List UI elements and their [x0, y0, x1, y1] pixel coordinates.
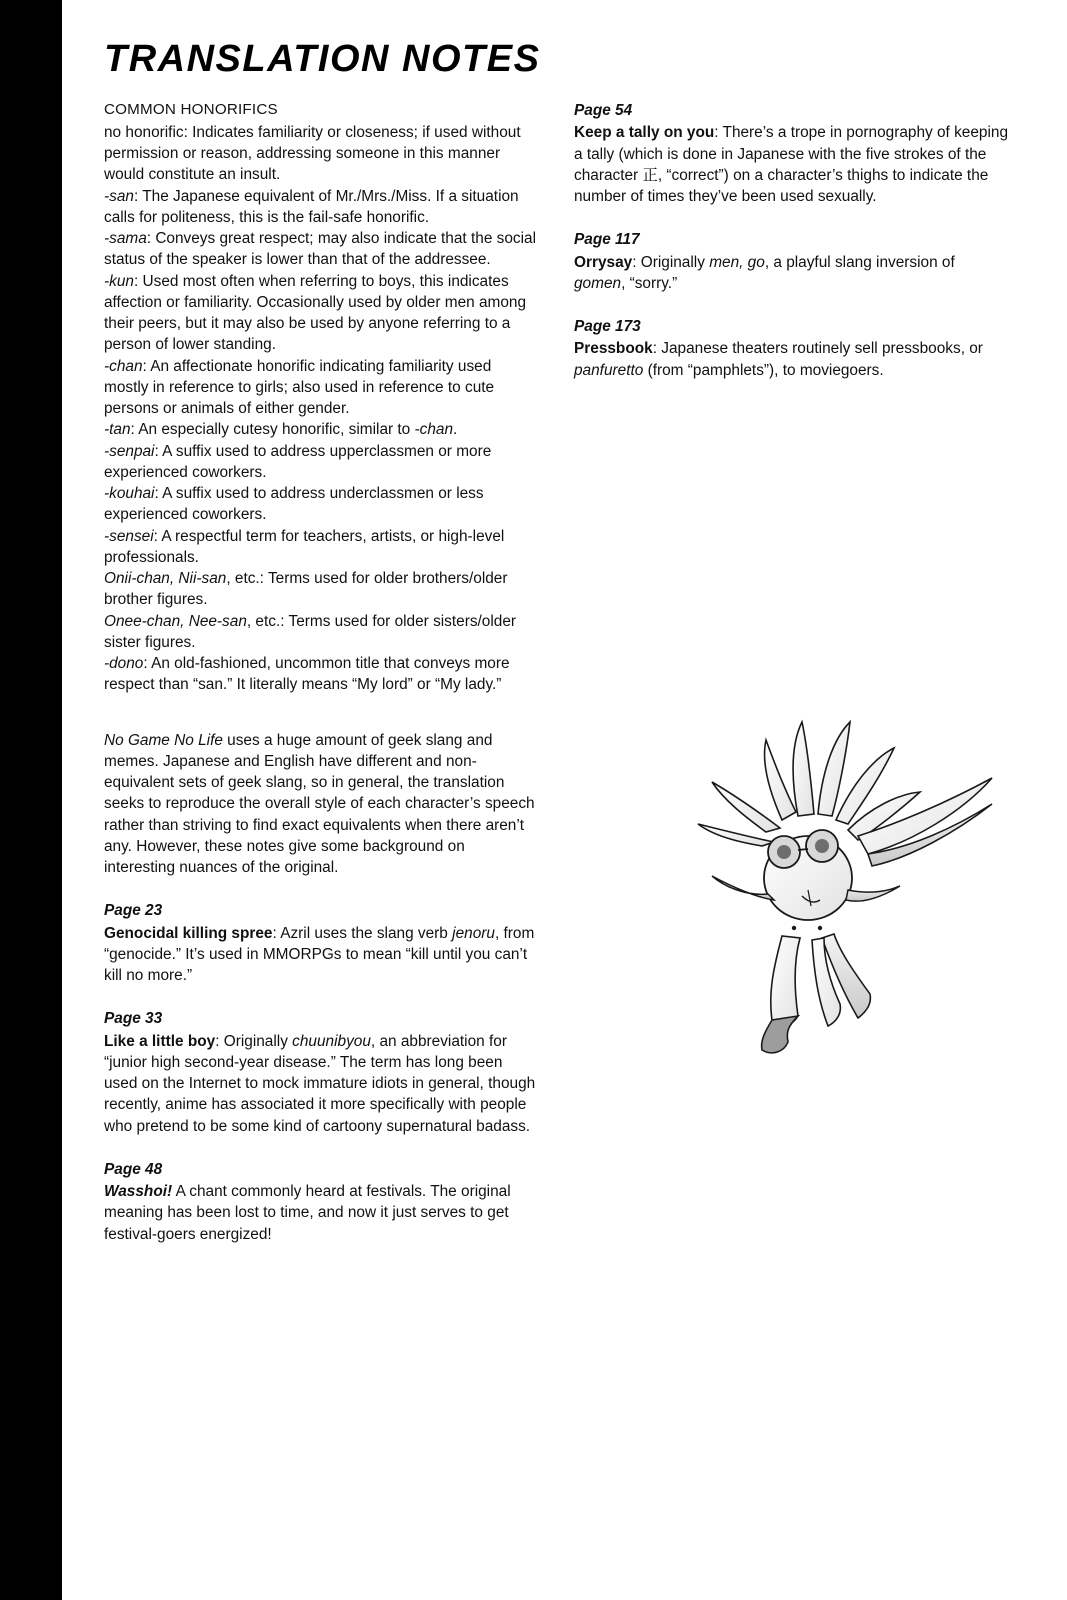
- honorific-term: Onii-chan, Nii-san: [104, 570, 227, 588]
- page-reference: Page 54: [574, 102, 633, 119]
- honorific-term: -senpai: [104, 442, 155, 460]
- honorific-term: -dono: [104, 655, 144, 673]
- page-reference: Page 173: [574, 318, 641, 335]
- honorific-entry: -sensei: A respectful term for teachers, artists, or high-level professionals.: [104, 527, 505, 566]
- winged-angel-character-illustration: [662, 700, 1002, 1100]
- honorific-entry: -dono: An old-fashioned, uncommon title that conveys more respect than “san.” It literally means “My lord” or “My lady.”: [104, 655, 510, 694]
- page-content: [62, 0, 1067, 1600]
- honorific-entry: -san: The Japanese equivalent of Mr./Mrs./Miss. If a situation calls for politeness, this is the fail-safe honorific.: [104, 187, 519, 226]
- translation-note: Like a little boy: Originally chuunibyou, an abbreviation for “junior high second-year disease.” The term has long been used on the Internet to mock immature idiots in general, though recently, anime has associated it more specifically with people who pretend to be some kind of cartoony supernatural badass.: [104, 1032, 536, 1135]
- translation-note: Pressbook: Japanese theaters routinely sell pressbooks, or panfuretto (from “pamphlets”), to moviegoers.: [574, 340, 983, 379]
- honorific-entry: Onii-chan, Nii-san, etc.: Terms used for older brothers/older brother figures.: [104, 570, 508, 609]
- note-term: Orrysay: [574, 253, 633, 271]
- right-column: [574, 100, 1009, 381]
- left-column: [104, 100, 536, 1245]
- series-title: No Game No Life: [104, 731, 223, 749]
- page-reference: Page 117: [574, 231, 640, 249]
- honorific-term: -san: [104, 187, 134, 205]
- translation-note: Wasshoi! A chant commonly heard at festivals. The original meaning has been lost to time, and now it just serves to get festival-goers energized!: [104, 1183, 511, 1243]
- honorific-entry: -sama: Conveys great respect; may also indicate that the social status of the speaker is lower than that of the addressee.: [104, 230, 537, 269]
- honorific-term: -chan: [104, 357, 143, 375]
- honorific-entry: Onee-chan, Nee-san, etc.: Terms used for older sisters/older sister figures.: [104, 612, 517, 651]
- note-term: Wasshoi!: [104, 1183, 173, 1201]
- honorific-term: Onee-chan, Nee-san: [104, 612, 247, 630]
- page-reference: Page 23: [104, 902, 163, 920]
- honorific-term: -sama: [104, 230, 147, 248]
- honorific-term: -tan: [104, 421, 131, 439]
- honorific-entry: no honorific: Indicates familiarity or closeness; if used without permission or reason, addressing someone in this manner would constitute an insult.: [104, 123, 521, 184]
- page-gutter: [0, 0, 62, 1600]
- note-term: Pressbook: [574, 340, 653, 358]
- page-title: TRANSLATION NOTES: [104, 38, 541, 80]
- honorific-entry: -senpai: A suffix used to address upperclassmen or more experienced coworkers.: [104, 442, 492, 481]
- honorifics-heading: COMMON HONORIFICS: [104, 101, 278, 118]
- intro-note: No Game No Life uses a huge amount of geek slang and memes. Japanese and English have different and non-equivalent sets of geek slang, so in general, the translation seeks to reproduce the overall style of each character’s speech rather than striving to find exact equivalents when there aren’t any. However, these notes give some background on interesting nuances of the original.: [104, 731, 535, 877]
- translation-note: Keep a tally on you: There’s a trope in pornography of keeping a tally (which is done in Japanese with the five strokes of the character 正, “correct”) on a character’s thighs to indicate the number of times they’ve been used sexually.: [574, 124, 1009, 205]
- note-term: Genocidal killing spree: [104, 924, 273, 942]
- honorific-term: -kouhai: [104, 485, 155, 503]
- honorific-entry: -tan: An especially cutesy honorific, similar to -chan.: [104, 421, 458, 439]
- honorific-entry: -kun: Used most often when referring to boys, this indicates affection or familiarity. Occasionally used by older men among their peers, but it may also be used by anyone referring to a person of lower standing.: [104, 272, 527, 354]
- honorific-term: -sensei: [104, 527, 154, 545]
- honorific-entry: -chan: An affectionate honorific indicating familiarity used mostly in reference to girls; also used in reference to cute persons or animals of either gender.: [104, 357, 495, 418]
- note-term: Like a little boy: [104, 1032, 216, 1050]
- honorific-term: -kun: [104, 272, 134, 290]
- kanji-glyph: 正: [642, 166, 658, 184]
- translation-note: Genocidal killing spree: Azril uses the slang verb jenoru, from “genocide.” It’s used in MMORPGs to mean “kill until you can’t kill no more.”: [104, 924, 535, 985]
- page-reference: Page 48: [104, 1160, 163, 1178]
- page-reference: Page 33: [104, 1010, 163, 1028]
- note-term: Keep a tally on you: [574, 124, 715, 142]
- honorific-entry: -kouhai: A suffix used to address underclassmen or less experienced coworkers.: [104, 485, 484, 524]
- translation-note: Orrysay: Originally men, go, a playful slang inversion of gomen, “sorry.”: [574, 253, 955, 292]
